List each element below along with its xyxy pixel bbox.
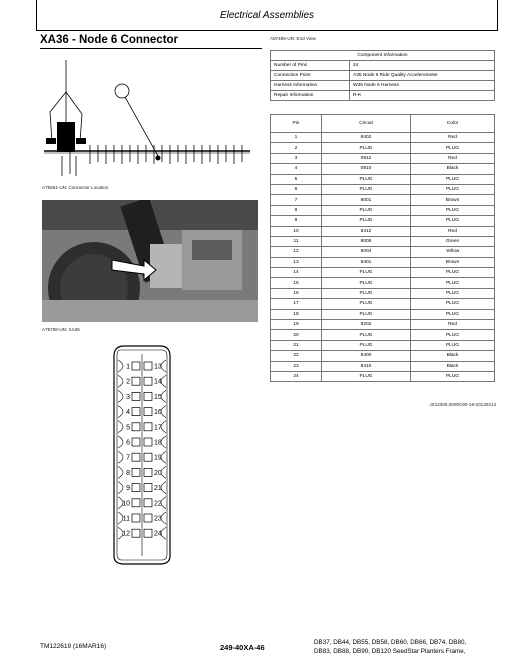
- table-row: [271, 288, 495, 298]
- circuit-cell: PLUG: [322, 299, 411, 309]
- footer-doc-id: TM122619 (16MAR16): [40, 643, 107, 650]
- pin-number-label: 15: [154, 393, 162, 401]
- connector-pin-cavity: [144, 527, 166, 539]
- color-cell: PLUG: [411, 299, 495, 309]
- color-cell: Brown: [411, 195, 495, 205]
- pin-cell: 14: [271, 268, 322, 278]
- title-rule: [40, 48, 262, 49]
- table-row: [271, 320, 495, 330]
- circuit-cell: 8004: [322, 247, 411, 257]
- color-cell: PLUG: [411, 174, 495, 184]
- pin-cell: 19: [271, 320, 322, 330]
- connector-pin-cavity: [118, 375, 140, 387]
- circuit-cell: 8005: [322, 236, 411, 246]
- color-cell: Red: [411, 133, 495, 143]
- table-row: [271, 361, 495, 371]
- pin-number-label: 23: [154, 515, 162, 523]
- circuit-cell: PLUG: [322, 309, 411, 319]
- circuit-cell: 0910: [322, 164, 411, 174]
- connector-pin-cavity: [144, 451, 166, 463]
- pin-cell: 6: [271, 184, 322, 194]
- xa36-caption: A75758-UN: XA36: [42, 327, 80, 332]
- pin-cell: 7: [271, 195, 322, 205]
- color-cell: PLUG: [411, 330, 495, 340]
- section-title: XA36 - Node 6 Connector: [40, 34, 179, 46]
- color-cell: Red: [411, 226, 495, 236]
- color-cell: Red: [411, 153, 495, 163]
- table-row: [271, 340, 495, 350]
- table-row: [271, 330, 495, 340]
- table-row: Harness Information W35 Node 6 Harness: [271, 81, 495, 91]
- connector-pin-cavity: [118, 512, 140, 524]
- connector-pin-cavity: [144, 512, 166, 524]
- pin-cell: 22: [271, 351, 322, 361]
- connector-pin-cavity: [144, 360, 166, 372]
- pin-cell: 3: [271, 153, 322, 163]
- pin-cell: 9: [271, 216, 322, 226]
- circuit-cell: PLUG: [322, 216, 411, 226]
- connector-pin-cavity: [144, 406, 166, 418]
- circuit-cell: 0912: [322, 153, 411, 163]
- connector-location-caption: A75861-UN: Connector Location: [42, 185, 109, 190]
- pin-cell: 13: [271, 257, 322, 267]
- pin-number-label: 20: [154, 469, 162, 477]
- circuit-cell: 8001: [322, 195, 411, 205]
- table-row: [271, 174, 495, 184]
- pin-number-label: 21: [154, 485, 162, 493]
- pin-number-label: 19: [154, 454, 162, 462]
- connector-pin-cavity: [118, 436, 140, 448]
- pin-cell: 23: [271, 361, 322, 371]
- pin-header: Pin: [271, 115, 322, 133]
- pin-number-label: 12: [122, 530, 130, 538]
- component-info-title: Component Information: [271, 51, 495, 61]
- table-row: [271, 247, 495, 257]
- circuit-cell: PLUG: [322, 340, 411, 350]
- table-row: [271, 351, 495, 361]
- pin-cell: 21: [271, 340, 322, 350]
- pin-cell: 11: [271, 236, 322, 246]
- header-frame: [36, 0, 498, 31]
- connector-pin-cavity: [118, 390, 140, 402]
- pin-cell: 24: [271, 371, 322, 381]
- color-cell: Green: [411, 236, 495, 246]
- connector-pin-cavity: [118, 466, 140, 478]
- header-title: Electrical Assemblies: [219, 10, 315, 21]
- circuit-cell: PLUG: [322, 288, 411, 298]
- pin-cell: 10: [271, 226, 322, 236]
- table-row: [271, 153, 495, 163]
- pin-number-label: 24: [154, 530, 162, 538]
- color-cell: PLUG: [411, 216, 495, 226]
- circuit-header: Circuit: [322, 115, 411, 133]
- pin-number-label: 17: [154, 424, 162, 432]
- connector-pin-cavity: [118, 406, 140, 418]
- pin-table: [270, 114, 495, 382]
- connector-pin-cavity: [118, 527, 140, 539]
- table-row: [271, 216, 495, 226]
- color-cell: PLUG: [411, 205, 495, 215]
- color-header: Color: [411, 115, 495, 133]
- pin-cell: 1: [271, 133, 322, 143]
- connector-pin-cavity: [118, 451, 140, 463]
- connector-pin-cavity: [144, 421, 166, 433]
- color-cell: Brown: [411, 257, 495, 267]
- pin-cell: 15: [271, 278, 322, 288]
- pin-number-label: 11: [122, 515, 130, 523]
- connector-pin-cavity: [144, 482, 166, 494]
- circuit-cell: 8412: [322, 226, 411, 236]
- table-row: Number of Pins 24: [271, 61, 495, 71]
- circuit-cell: PLUG: [322, 184, 411, 194]
- pin-cell: 2: [271, 143, 322, 153]
- footer-page-number: 249-40XA-46: [220, 643, 265, 652]
- component-info-table: [270, 50, 495, 101]
- pin-cell: 18: [271, 309, 322, 319]
- color-cell: Black: [411, 351, 495, 361]
- pin-number-label: 13: [154, 363, 162, 371]
- color-cell: PLUG: [411, 309, 495, 319]
- circuit-cell: 8401: [322, 257, 411, 267]
- pin-number-label: 14: [154, 378, 162, 386]
- color-cell: PLUG: [411, 371, 495, 381]
- footer-models: [314, 638, 466, 656]
- color-cell: PLUG: [411, 143, 495, 153]
- table-row: [271, 195, 495, 205]
- connector-face-diagram: [110, 344, 174, 566]
- color-cell: Black: [411, 164, 495, 174]
- pin-cell: 20: [271, 330, 322, 340]
- pin-number-label: 4: [126, 409, 130, 417]
- pin-number-label: 3: [126, 393, 130, 401]
- pin-cell: 4: [271, 164, 322, 174]
- circuit-cell: PLUG: [322, 205, 411, 215]
- color-cell: PLUG: [411, 288, 495, 298]
- pin-cell: 16: [271, 288, 322, 298]
- pin-cell: 12: [271, 247, 322, 257]
- connector-pin-cavity: [118, 482, 140, 494]
- pin-cell: 17: [271, 299, 322, 309]
- table-row: [271, 268, 495, 278]
- connector-pin-cavity: [144, 436, 166, 448]
- connector-pin-cavity: [118, 497, 140, 509]
- table-row: [271, 278, 495, 288]
- connector-pin-cavity: [144, 497, 166, 509]
- table-row: [271, 226, 495, 236]
- connector-pin-cavity: [144, 466, 166, 478]
- pin-cell: 8: [271, 205, 322, 215]
- connector-pin-cavity: [144, 390, 166, 402]
- connector-pin-cavity: [118, 421, 140, 433]
- circuit-cell: PLUG: [322, 371, 411, 381]
- pin-number-label: 2: [126, 378, 130, 386]
- pin-number-label: 8: [126, 469, 130, 477]
- circuit-cell: PLUG: [322, 268, 411, 278]
- connector-pin-cavity: [144, 375, 166, 387]
- footer-models-line1: DB37, DB44, DB55, DB58, DB60, DB66, DB74, DB80,: [314, 639, 467, 646]
- pin-number-label: 7: [126, 454, 130, 462]
- circuit-cell: PLUG: [322, 174, 411, 184]
- connector-pin-cavity: [118, 360, 140, 372]
- pin-number-label: 5: [126, 424, 130, 432]
- table-row: [271, 309, 495, 319]
- circuit-cell: PLUG: [322, 143, 411, 153]
- color-cell: PLUG: [411, 184, 495, 194]
- table-row: Repair Information R-K: [271, 91, 495, 101]
- table-row: [271, 133, 495, 143]
- pin-number-label: 1: [126, 363, 130, 371]
- color-cell: Yellow: [411, 247, 495, 257]
- circuit-cell: PLUG: [322, 278, 411, 288]
- harness-diagram: [40, 52, 262, 180]
- circuit-cell: 8410: [322, 361, 411, 371]
- pin-number-label: 16: [154, 409, 162, 417]
- table-row: [271, 299, 495, 309]
- pin-number-label: 6: [126, 439, 130, 447]
- color-cell: Black: [411, 361, 495, 371]
- table-row: [271, 184, 495, 194]
- table-row: Connection Point A35 Node 6 Ride Quality Accelerometer: [271, 71, 495, 81]
- reference-code: JS12305,0000C90-19-20130214: [429, 402, 496, 407]
- pin-cell: 5: [271, 174, 322, 184]
- table-row: [271, 257, 495, 267]
- footer-models-line2: DB83, DB88, DB90, DB120 SeedStar Planters Frame,: [314, 648, 466, 655]
- color-cell: PLUG: [411, 340, 495, 350]
- table-row: [271, 205, 495, 215]
- circuit-cell: 8202: [322, 320, 411, 330]
- color-cell: Red: [411, 320, 495, 330]
- circuit-cell: 8400: [322, 351, 411, 361]
- end-view-caption: A87489-UN: End View: [270, 36, 316, 41]
- pin-number-label: 9: [126, 485, 130, 493]
- circuit-cell: 8402: [322, 133, 411, 143]
- table-row: [271, 164, 495, 174]
- table-row: [271, 143, 495, 153]
- circuit-cell: PLUG: [322, 330, 411, 340]
- table-row: [271, 236, 495, 246]
- color-cell: PLUG: [411, 268, 495, 278]
- table-row: [271, 371, 495, 381]
- connector-location-photo: [42, 200, 258, 322]
- pin-number-label: 22: [154, 500, 162, 508]
- pin-number-label: 10: [122, 500, 130, 508]
- pin-number-label: 18: [154, 439, 162, 447]
- color-cell: PLUG: [411, 278, 495, 288]
